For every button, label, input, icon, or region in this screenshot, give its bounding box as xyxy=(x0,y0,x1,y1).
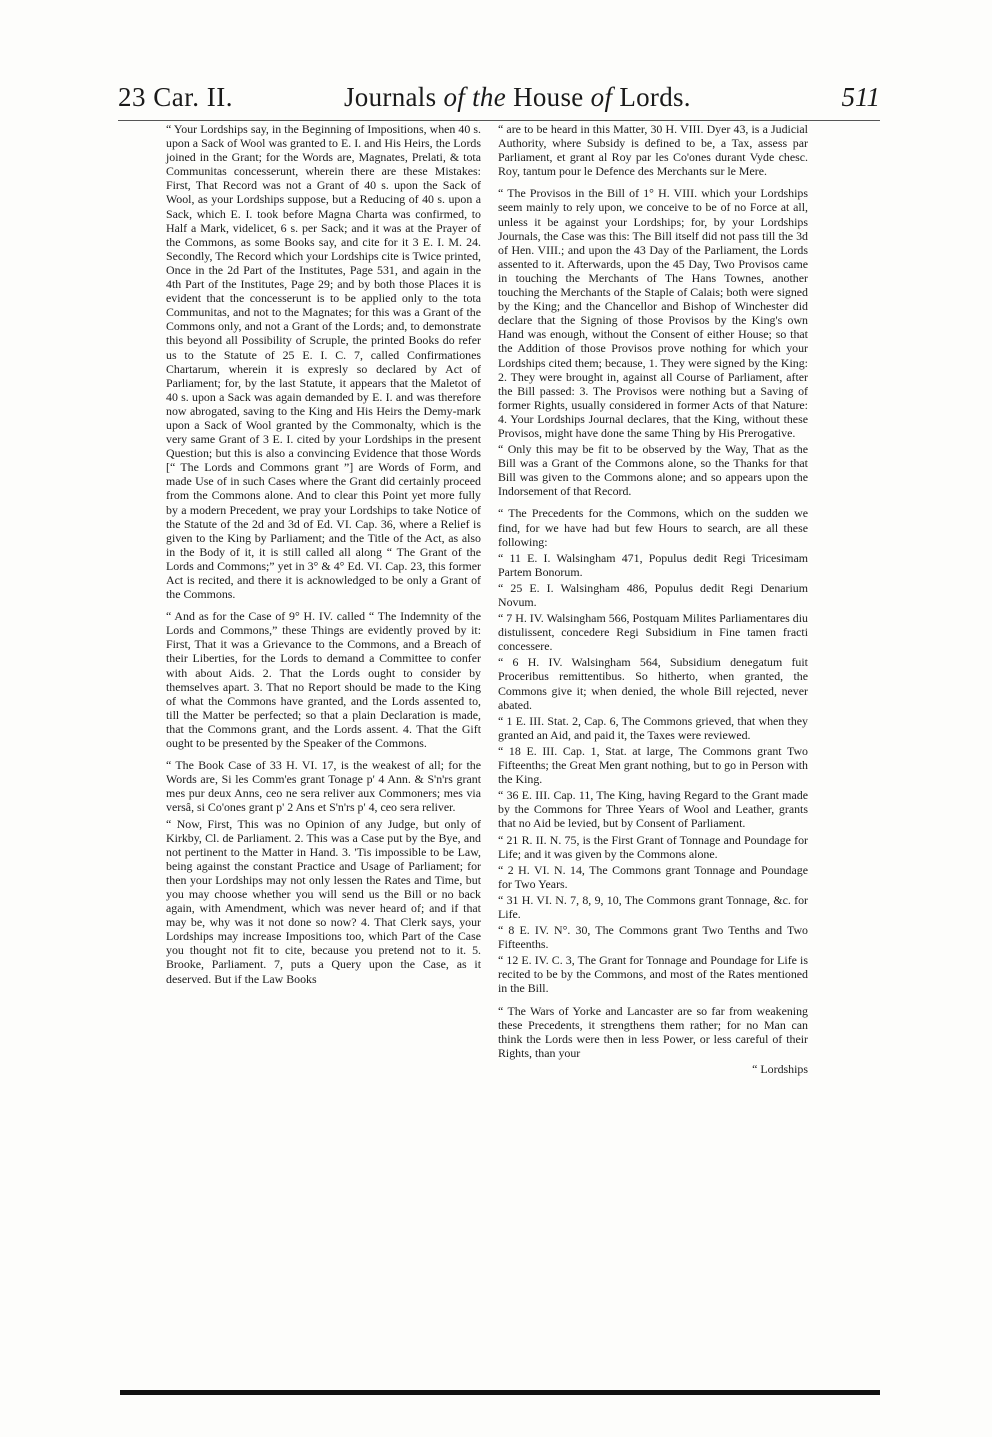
title-word-lords: Lords. xyxy=(619,82,691,112)
precedent-entry: “ 11 E. I. Walsingham 471, Populus dedit Regi Tricesimam Partem Bonorum. xyxy=(498,550,808,579)
paragraph: “ The Provisos in the Bill of 1° H. VIII. which your Lordships seem mainly to rely upon, we conceive to be of no Force at all, unless it be against your Lordships; for, by your Lordships Journals, the Case was this: The Bill itself did not pass till the 3d of Hen. VIII.; and upon the 43 Day of the Parliament, the Lords assented to it. Afterwards, upon the 45 Day, Two Provisos came in touching the Merchants of The Hans Townes, another touching the Merchants of the Staple of Calais; both were signed by the King; and the Chancellor and Bishop of Winchester did declare that the Signing of those Provisos by the King's own Hand was enough, without the Consent of either House; so that the Addition of those Provisos prove nothing for which your Lordships cited them; because, 1. They were signed by the King: 2. They were brought in, against all Course of Parliament, after the Bill passed: 3. The Provisos were nothing but a Saving of former Rights, usually considered in former Acts of that Nature: 4. Your Lordships Journal declares, that the King, without these Provisos, might have done the same Thing by His Prerogative. xyxy=(498,186,808,440)
bottom-rule xyxy=(120,1390,880,1395)
precedent-entry: “ 7 H. IV. Walsingham 566, Postquam Milites Parliamentares diu distulissent, concedere Regi Subsidium in Fine tamen fracti concessere. xyxy=(498,611,808,654)
paragraph: “ Only this may be fit to be observed by the Way, That as the Bill was a Grant of the Commons alone, so the Thanks for that Bill was given to the Commons alone; and so appears upon the Indorsement of that Record. xyxy=(498,442,808,499)
paragraph: “ And as for the Case of 9° H. IV. called “ The Indemnity of the Lords and Commons,” these Things are evidently proved by it: First, That it was a Grievance to the Commons, and a Breach of their Liberties, for the Lords to demand a Committee to confer with about Aids. 2. That the Lords ought to consider by themselves apart. 3. That no Report should be made to the King of what the Commons have granted, and the Lords assented to, till the Matter be perfected; so that a plain Declaration is made, that the Commons grant, and the Lords assent. 4. That the Gift ought to be presented by the Speaker of the Commons. xyxy=(166,609,481,751)
right-column xyxy=(498,122,808,1088)
journal-title xyxy=(344,82,691,113)
precedent-entry: “ 12 E. IV. C. 3, The Grant for Tonnage and Poundage for Life is recited to be by the Commons, and most of the Rates mentioned in the Bill. xyxy=(498,953,808,996)
regnal-year: 23 Car. II. xyxy=(118,82,233,112)
paragraph: “ The Book Case of 33 H. VI. 17, is the weakest of all; for the Words are, Si les Comm'es grant Tonage p' 4 Ann. & S'n'rs grant mes pur deux Anns, ceo ne sera reliver aux Commoners; mes via versâ, si Co'ones grant p' 2 Ans et S'n'rs p' 4, ceo sera reliver. xyxy=(166,758,481,815)
precedent-entry: “ 21 R. II. N. 75, is the First Grant of Tonnage and Poundage for Life; and it was given by the Commons alone. xyxy=(498,832,808,861)
precedent-entry: “ 8 E. IV. N°. 30, The Commons grant Two Tenths and Two Fifteenths. xyxy=(498,923,808,952)
paragraph: “ The Wars of Yorke and Lancaster are so far from weakening these Precedents, it strengthens them rather; for no Man can think the Lords were then in less Power, or less careful of their Rights, than your xyxy=(498,1003,808,1060)
precedent-entry: “ 31 H. VI. N. 7, 8, 9, 10, The Commons grant Tonnage, &c. for Life. xyxy=(498,892,808,921)
header-rule xyxy=(118,120,880,121)
left-column xyxy=(166,122,481,988)
catchword: “ Lordships xyxy=(752,1061,808,1076)
precedent-entry: “ 2 H. VI. N. 14, The Commons grant Tonnage and Poundage for Two Years. xyxy=(498,862,808,891)
title-word-house: House xyxy=(513,82,584,112)
precedent-entry: “ 36 E. III. Cap. 11, The King, having Regard to the Grant made by the Commons for Three Years of Wool and Leather, grants that no Aid be levied, but by Consent of Parliament. xyxy=(498,788,808,831)
precedent-entry: “ 25 E. I. Walsingham 486, Populus dedit Regi Denarium Novum. xyxy=(498,580,808,609)
running-header xyxy=(118,82,878,122)
paragraph: “ Your Lordships say, in the Beginning of Impositions, when 40 s. upon a Sack of Wool was granted to E. I. and His Heirs, the Lords joined in the Grant; for the Words are, Magnates, Prelati, & tota Communitas concesserunt, wherein there are these Mistakes: First, That Record was not a Grant of 40 s. upon the Sack of Wool, as your Lordships suppose, but a Reducing of 40 s. upon a Sack, which E. I. took before Magna Charta was confirmed, to Half a Mark, videlicet, 6 s. per Sack; and it was at the Prayer of the Commons, as some Books say, and cite for it 3 E. I. M. 24. Secondly, The Record which your Lordships cite is Twice printed, Once in the 2d Part of the Institutes, Page 531, and again in the 4th Part of the Institutes, Page 29; and by both those Places it is evident that the concesserunt is to be applied only to the tota Communitas, and not to the Magnates; for this was a Grant of the Commons only, and not a Grant of the Lords; and, to demonstrate this beyond all Possibility of Scruple, the printed Books do refer us to the Statute of 25 E. I. C. 7, called Confirmationes Chartarum, wherein it is expresly so declared by Act of Parliament; for, by the last Statute, it appears that the Maletot of 40 s. upon a Sack was again demanded by E. I. and was therefore now abrogated, saving to the King and His Heirs the Demy-mark upon a Sack of Wool granted by the Commonalty, which is the very same Grant of 3 E. I. cited by your Lordships in the present Question; but this is also a convincing Evidence that those Words [“ The Lords and Commons grant ”] are Words of Form, and made Use of in such Cases where the Grant did certainly proceed from the Commons alone. And to clear this Point yet more fully by a modern Precedent, we pray your Lordships to take Notice of the Statute of the 2d and 3d of Ed. VI. Cap. 36, where a Relief is given to the King by Parliament; and the Title of the Act, as also in the Body of it, it is still called all along “ The Grant of the Lords and Commons;” yet in 3° & 4° Ed. VI. Cap. 23, this former Act is recited, and there it is acknowledged to be only a Grant of the Commons. xyxy=(166,122,481,602)
page-number: 511 xyxy=(841,82,880,112)
title-word-journals: Journals xyxy=(344,82,437,112)
precedent-entry: “ 1 E. III. Stat. 2, Cap. 6, The Commons grieved, that when they granted an Aid, and paid it, the Taxes were reviewed. xyxy=(498,713,808,742)
paragraph: “ are to be heard in this Matter, 30 H. VIII. Dyer 43, is a Judicial Authority, where Subsidy is defined to be, a Tax, assess par Parliament, et grant al Roy par les Co'ones durant Vyde chesc. Roy, tantum pour le Defence des Merchants sur le Mere. xyxy=(498,122,808,179)
title-word-of: of xyxy=(590,82,613,112)
precedent-entry: “ 6 H. IV. Walsingham 564, Subsidium denegatum fuit Proceribus remittentibus. So hitherto, when granted, the Commons give it; when denied, the whole Bill rejected, never abated. xyxy=(498,655,808,712)
paragraph: “ The Precedents for the Commons, which on the sudden we find, for we have had but few Hours to search, are all these following: xyxy=(498,506,808,549)
precedent-entry: “ 18 E. III. Cap. 1, Stat. at large, The Commons grant Two Fifteenths; the Great Men grant nothing, but to go in Person with the King. xyxy=(498,743,808,787)
paragraph: “ Now, First, This was no Opinion of any Judge, but only of Kirkby, Cl. de Parliament. 2. This was a Case put by the Bye, and not pertinent to the Matter in Hand. 3. 'Tis impossible to be Law, being against the constant Practice and Usage of Parliament; for then your Lordships may not only lessen the Rates and Time, but you may choose whether you will send us the Bill or no back again, with Amendment, which was never heard of; and if that may be, why was it not done so now? 4. That Clerk says, your Lordships may increase Impositions too, which Part of the Case you thought not fit to cite, because you pretend not to it. 5. Brooke, Parliament. 7, puts a Query upon the Case, as it deserved. But if the Law Books xyxy=(166,816,481,986)
title-word-of-the: of the xyxy=(443,82,507,112)
